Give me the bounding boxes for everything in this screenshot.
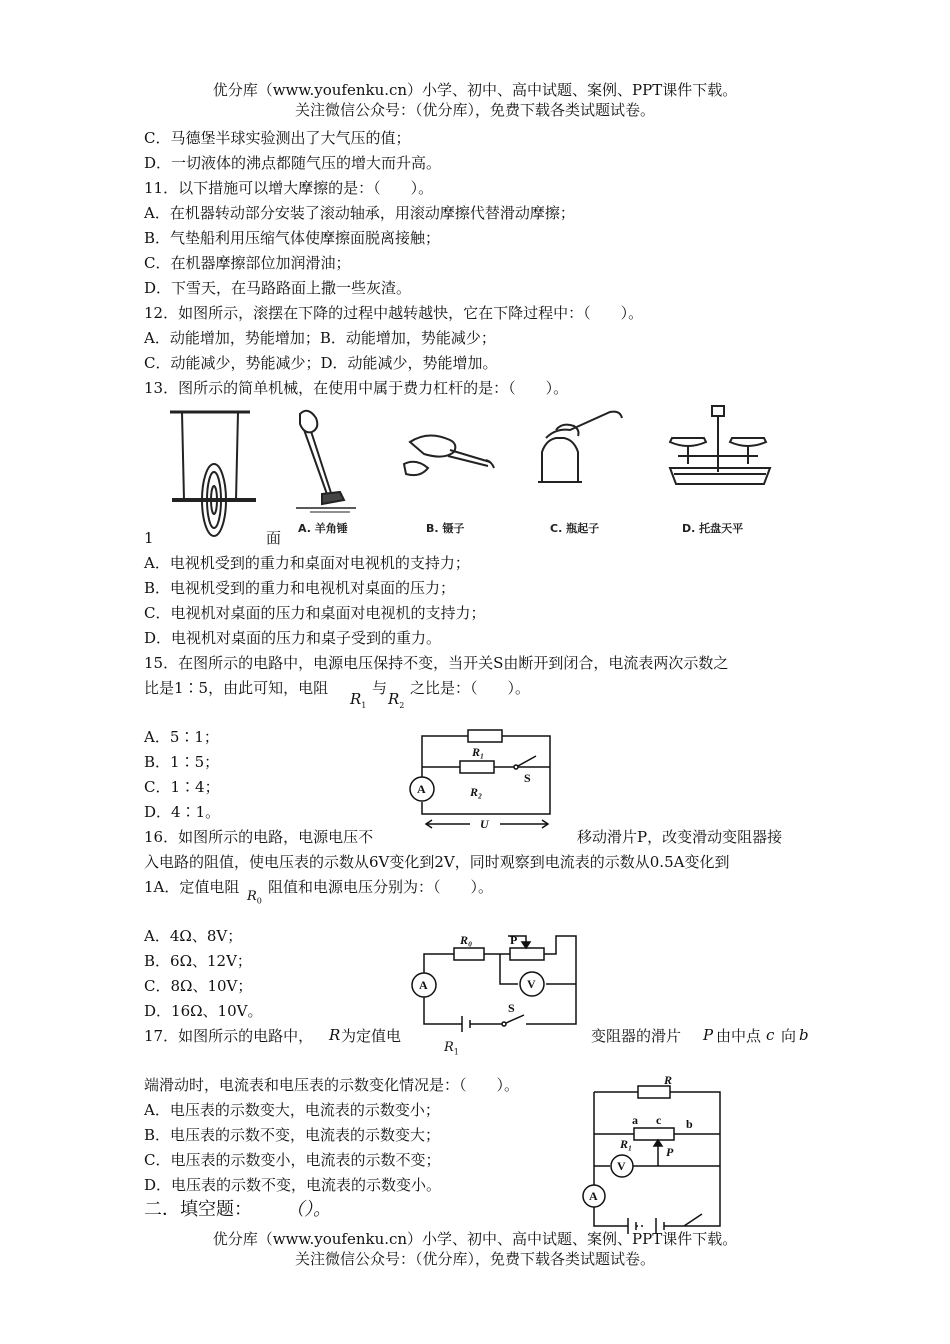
q15-label-ammeter: A	[417, 782, 426, 796]
q13-caption-d: D. 托盘天平	[682, 522, 744, 535]
q11-option-d: D．下雪天，在马路路面上撒一些灰渣。	[144, 279, 412, 297]
q16-option-c: C．8Ω、10V；	[144, 977, 253, 995]
q17-stem-part-d: 由中点	[716, 1027, 762, 1045]
q17-symbol-c: c	[766, 1026, 775, 1044]
header-line-2: 关注微信公众号：（优分库），免费下载各类试题试卷。	[294, 101, 655, 119]
q14-option-c: C．电视机对桌面的压力和桌面对电视机的支持力；	[144, 604, 486, 622]
q11-option-c: C．在机器摩擦部位加润滑油；	[144, 254, 351, 272]
header-line-1: 优分库（www.youfenku.cn）小学、初中、高中试题、案例、PPT课件下载。	[212, 81, 738, 99]
q17-label-r1: R₁	[620, 1137, 633, 1151]
q12-options-ab: A．动能增加，势能增加；B．动能增加，势能减少；	[144, 329, 496, 347]
q17-symbol-r1: $R_1$	[444, 1040, 459, 1057]
q13-caption-c: C. 瓶起子	[550, 522, 600, 535]
q16-label-r0: R₀	[460, 933, 473, 947]
q15-label-r1: R₁	[472, 745, 485, 759]
tweezers-figure	[404, 435, 494, 475]
q16-circuit-diagram	[400, 930, 580, 1030]
q15-label-voltage: U	[480, 817, 489, 831]
q17-label-ammeter: A	[589, 1189, 598, 1203]
footer-line-2: 关注微信公众号：（优分库），免费下载各类试题试卷。	[294, 1250, 655, 1268]
q16-option-a: A．4Ω、8V；	[144, 927, 243, 945]
section-2-note: （）。	[286, 1199, 331, 1220]
q14-option-a: A．电视机受到的重力和桌面对电视机的支持力；	[144, 554, 470, 572]
q17-label-voltmeter: V	[617, 1159, 626, 1173]
section-2-title: 二．填空题：	[144, 1199, 252, 1220]
q17-option-b: B．电压表的示数不变，电流表的示数变大；	[144, 1126, 441, 1144]
q16-stem-part-a: 16．如图所示的电路，电源电压不	[144, 828, 374, 846]
q16-option-b: B．6Ω、12V；	[144, 952, 252, 970]
q15-stem-part-b: 与	[372, 679, 388, 697]
q17-symbol-r: R	[329, 1026, 341, 1044]
q15-circuit-diagram	[400, 722, 570, 834]
q15-stem-line-1: 15．在图所示的电路中，电源电压保持不变，当开关S由断开到闭合，电流表两次示数之	[144, 654, 729, 672]
q15-symbol-r1: $R_1$	[350, 690, 367, 710]
q15-option-d: D．4∶1。	[144, 803, 221, 821]
q17-stem-part-a: 17．如图所示的电路中，	[144, 1027, 314, 1045]
q15-symbol-r2: $R_2$	[388, 690, 405, 710]
q11-stem: 11．以下措施可以增大摩擦的是：（ ）。	[144, 179, 434, 197]
q15-option-c: C．1∶4；	[144, 778, 220, 796]
q12-options-cd: C．动能减少，势能减少；D．动能减少，势能增加。	[144, 354, 498, 372]
q16-label-slider: P	[510, 933, 518, 947]
q16-stem-part-d: 阻值和电源电压分别为：（ ）。	[268, 878, 494, 896]
bottle-opener-figure	[538, 412, 622, 482]
q14-stem-fragment-2: 面	[266, 529, 282, 547]
q11-option-a: A．在机器转动部分安装了滚动轴承，用滚动摩擦代替滑动摩擦；	[144, 204, 575, 222]
q17-symbol-p: P	[703, 1026, 714, 1044]
q16-stem-part-b: 移动滑片P，改变滑动变阻器接	[577, 828, 783, 846]
q14-option-b: B．电视机受到的重力和电视机对桌面的压力；	[144, 579, 456, 597]
q17-label-a: a	[632, 1113, 638, 1127]
q11-option-b: B．气垫船利用压缩气体使摩擦面脱离接触；	[144, 229, 441, 247]
q17-option-a: A．电压表的示数变大，电流表的示数变小；	[144, 1101, 440, 1119]
footer-line-1: 优分库（www.youfenku.cn）小学、初中、高中试题、案例、PPT课件下载。	[212, 1230, 738, 1248]
q16-label-switch: S	[508, 1001, 515, 1015]
q16-symbol-r0: $R_0$	[247, 889, 262, 906]
q10-option-d: D．一切液体的沸点都随气压的增大而升高。	[144, 154, 442, 172]
q16-option-d: D．16Ω、10V。	[144, 1002, 263, 1020]
pan-balance-figure	[670, 406, 770, 484]
q16-stem-line-2: 入电路的阻值，使电压表的示数从6V变化到2V，同时观察到电流表的示数从0.5A变化到	[144, 853, 730, 871]
q16-stem-part-c: 1A．定值电阻	[144, 878, 240, 896]
q17-option-c: C．电压表的示数变小，电流表的示数不变；	[144, 1151, 441, 1169]
q15-label-r2: R₂	[470, 785, 483, 799]
q17-circuit-diagram	[574, 1072, 724, 1232]
claw-hammer-figure	[296, 411, 356, 512]
q17-stem-part-b: 为定值电	[341, 1027, 402, 1045]
q17-stem-part-c: 变阻器的滑片	[591, 1027, 682, 1045]
q17-label-b: b	[686, 1117, 693, 1131]
q14-stem-fragment-1: 1	[144, 529, 154, 547]
q12-stem: 12．如图所示，滚摆在下降的过程中越转越快，它在下降过程中：（ ）。	[144, 304, 644, 322]
q13-caption-b: B. 镊子	[426, 522, 465, 535]
q10-option-c: C．马德堡半球实验测出了大气压的值；	[144, 129, 411, 147]
q17-stem-part-e: 向	[781, 1027, 797, 1045]
q16-label-ammeter: A	[419, 978, 428, 992]
q14-option-d: D．电视机对桌面的压力和桌子受到的重力。	[144, 629, 442, 647]
q13-caption-a: A. 羊角锤	[298, 522, 348, 535]
q17-stem-line-2: 端滑动时，电流表和电压表的示数变化情况是：（ ）。	[144, 1076, 520, 1094]
q17-label-r: R	[664, 1073, 673, 1087]
q13-figure-strip	[160, 402, 800, 542]
q13-stem: 13．图所示的简单机械，在使用中属于费力杠杆的是：（ ）。	[144, 379, 569, 397]
q15-label-switch: S	[524, 771, 531, 785]
q17-label-c: c	[656, 1113, 662, 1127]
q15-stem-part-a: 比是1∶5，由此可知，电阻	[144, 679, 329, 697]
q16-label-voltmeter: V	[527, 977, 536, 991]
q17-option-d: D．电压表的示数不变，电流表的示数变小。	[144, 1176, 442, 1194]
q17-symbol-b: b	[799, 1026, 809, 1044]
q15-stem-part-c: 之比是：（ ）。	[410, 679, 531, 697]
q15-option-a: A．5∶1；	[144, 728, 219, 746]
rolling-pendulum-figure	[170, 412, 256, 536]
q17-label-p: P	[666, 1145, 674, 1159]
q15-option-b: B．1∶5；	[144, 753, 220, 771]
